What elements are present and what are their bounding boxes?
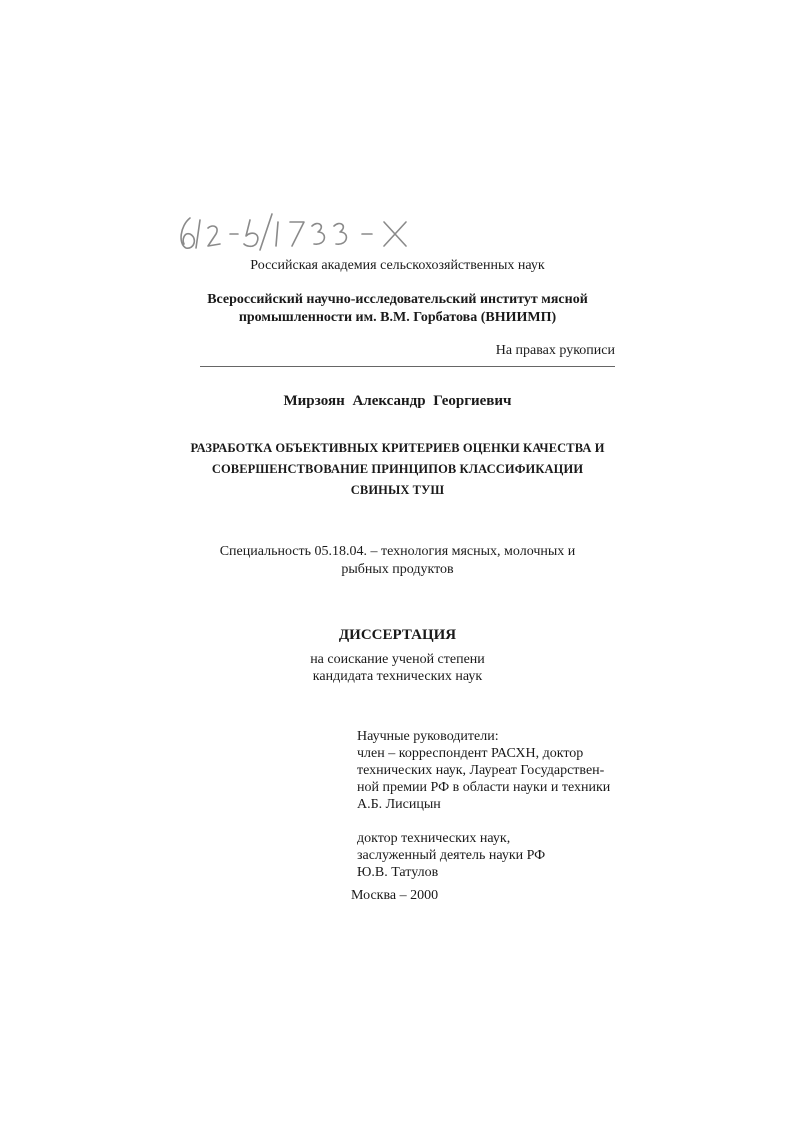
manuscript-note: На правах рукописи (495, 343, 615, 358)
supervisors-heading: Научные руководители: (357, 729, 499, 744)
supervisor-2-name: Ю.В. Татулов (357, 865, 439, 880)
degree-description (0, 651, 795, 685)
stroke-5 (244, 220, 258, 246)
degree-line-1: на соискание ученой степени (310, 652, 485, 667)
title-line-2: СОВЕРШЕНСТВОВАНИЕ ПРИНЦИПОВ КЛАССИФИКАЦИИ (211, 462, 584, 476)
supervisor-1-line-1: член – корреспондент РАСХН, доктор (357, 746, 584, 761)
city-year: Москва – 2000 (351, 888, 439, 903)
dissertation-title (0, 438, 795, 501)
stroke-slash (260, 214, 272, 250)
stroke-1 (196, 220, 200, 248)
supervisor-1-line-3: ной премии РФ в области науки и техники (357, 780, 611, 795)
title-line-1: РАЗРАБОТКА ОБЪЕКТИВНЫХ КРИТЕРИЕВ ОЦЕНКИ КАЧЕСТВА И (190, 441, 605, 455)
institute-line-2: промышленности им. В.М. Горбатова (ВНИИМП) (238, 310, 557, 325)
supervisors-block (357, 728, 610, 881)
specialty-line-2: рыбных продуктов (341, 562, 454, 577)
institute-name (0, 291, 795, 327)
stroke-3b (334, 224, 346, 245)
author-name: Мирзоян Александр Георгиевич (283, 393, 512, 409)
handwritten-mark-drawing (172, 200, 452, 258)
stroke-2 (208, 226, 220, 246)
stroke-6 (181, 218, 194, 248)
academy-name: Российская академия сельскохозяйственных наук (250, 258, 545, 273)
title-line-3: СВИНЫХ ТУШ (350, 483, 445, 497)
stroke-x (384, 222, 406, 246)
handwritten-archive-mark (172, 200, 452, 258)
specialty-line-1: Специальность 05.18.04. – технология мясных, молочных и (219, 544, 576, 559)
specialty (0, 543, 795, 579)
dissertation-heading: ДИССЕРТАЦИЯ (338, 627, 457, 643)
supervisor-spacer (357, 813, 610, 830)
header-divider (200, 366, 615, 367)
stroke-3a (312, 224, 324, 245)
supervisor-1-name: А.Б. Лисицын (357, 797, 441, 812)
stroke-1b (276, 222, 278, 246)
stroke-7 (290, 222, 304, 246)
institute-line-1: Всероссийский научно-исследовательский институт мясной (207, 292, 588, 307)
supervisor-2-line-1: доктор технических наук, (357, 831, 511, 846)
degree-line-2: кандидата технических наук (312, 669, 483, 684)
supervisor-1-line-2: технических наук, Лауреат Государствен- (357, 763, 605, 778)
supervisor-2-line-2: заслуженный деятель науки РФ (357, 848, 546, 863)
